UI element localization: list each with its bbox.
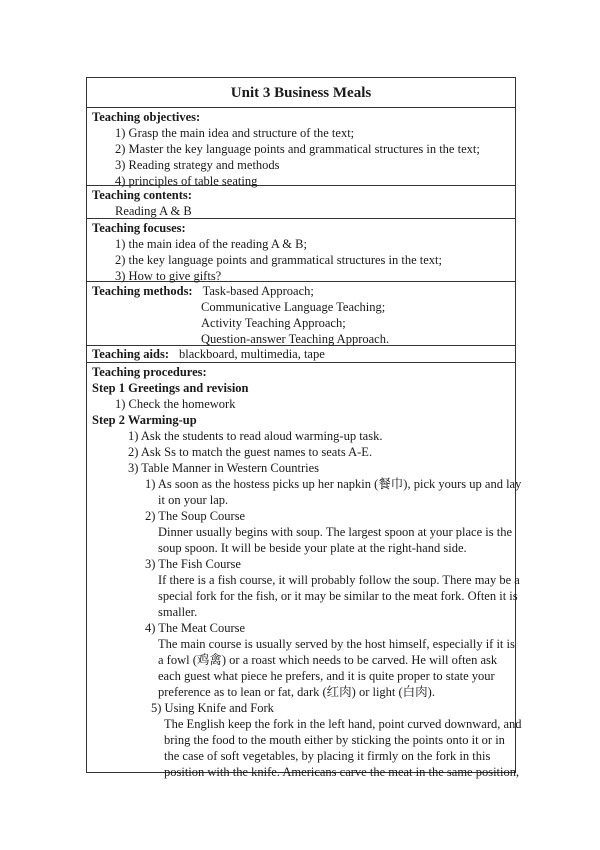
objective-item: 3) Reading strategy and methods [115,158,280,172]
methods-section [87,282,515,346]
meat-line: The main course is usually served by the host himself, especially if it is [158,637,515,651]
knife-fork-heading: 5) Using Knife and Fork [151,701,274,715]
meat-line: a fowl (鸡禽) or a roast which needs to be carved. He will often ask [158,653,498,667]
method-item: Communicative Language Teaching; [201,300,386,314]
focus-item: 2) the key language points and grammatical structures in the text; [115,253,442,267]
fish-line: special fork for the fish, or it may be similar to the meat fork. Often it is [158,589,518,603]
method-item: Question-answer Teaching Approach. [201,332,390,346]
method-item: Task-based Approach; [202,284,314,298]
lesson-plan-table [86,77,522,779]
focuses-heading: Teaching focuses: [92,221,186,235]
soup-line: Dinner usually begins with soup. The largest spoon at your place is the [158,525,512,539]
knife-fork-line: position with the knife. Americans carve the meat in the same position, [164,765,520,779]
objective-item: 2) Master the key language points and grammatical structures in the text; [115,142,480,156]
step2-item: 2) Ask Ss to match the guest names to seats A-E. [128,445,373,459]
step1-item: 1) Check the homework [115,397,236,411]
procedures-section [87,363,522,779]
aids-heading: Teaching aids: [92,347,169,361]
meat-line: each guest what piece he prefers, and it is quite proper to state your [158,669,495,683]
knife-fork-line: bring the food to the mouth either by sticking the points onto it or in [164,733,505,747]
step2-item: 1) Ask the students to read aloud warming-up task. [128,429,383,443]
aids-value: blackboard, multimedia, tape [179,347,325,361]
focus-item: 1) the main idea of the reading A & B; [115,237,307,251]
content-item: Reading A & B [115,204,192,218]
meat-line: preference as to lean or fat, dark (红肉) or light (白肉). [158,685,435,699]
fish-line: smaller. [158,605,198,619]
method-item: Activity Teaching Approach; [201,316,346,330]
knife-fork-line: the case of soft vegetables, by placing it firmly on the fork in this [164,749,491,763]
focuses-section [87,219,515,282]
page-title: Unit 3 Business Meals [87,78,515,108]
napkin-line: 1) As soon as the hostess picks up her napkin (餐巾), pick yours up and lay [145,477,522,491]
fish-heading: 3) The Fish Course [145,557,241,571]
napkin-line: it on your lap. [158,493,229,507]
aids-section [87,346,515,363]
fish-line: If there is a fish course, it will probably follow the soup. There may be a [158,573,520,587]
step2-heading: Step 2 Warming-up [92,413,197,427]
soup-line: soup spoon. It will be beside your plate at the right-hand side. [158,541,467,555]
objectives-section [87,108,515,186]
soup-heading: 2) The Soup Course [145,509,246,523]
objectives-heading: Teaching objectives: [92,110,201,124]
step1-heading: Step 1 Greetings and revision [92,381,249,395]
contents-heading: Teaching contents: [92,188,192,202]
objective-item: 1) Grasp the main idea and structure of the text; [115,126,355,140]
focus-item: 3) How to give gifts? [115,269,222,283]
procedures-heading: Teaching procedures: [92,365,207,379]
contents-section [87,186,515,219]
methods-heading: Teaching methods: [92,284,193,298]
meat-heading: 4) The Meat Course [145,621,246,635]
knife-fork-line: The English keep the fork in the left hand, point curved downward, and [164,717,522,731]
step2-item: 3) Table Manner in Western Countries [128,461,320,475]
objective-item: 4) principles of table seating [115,174,258,188]
